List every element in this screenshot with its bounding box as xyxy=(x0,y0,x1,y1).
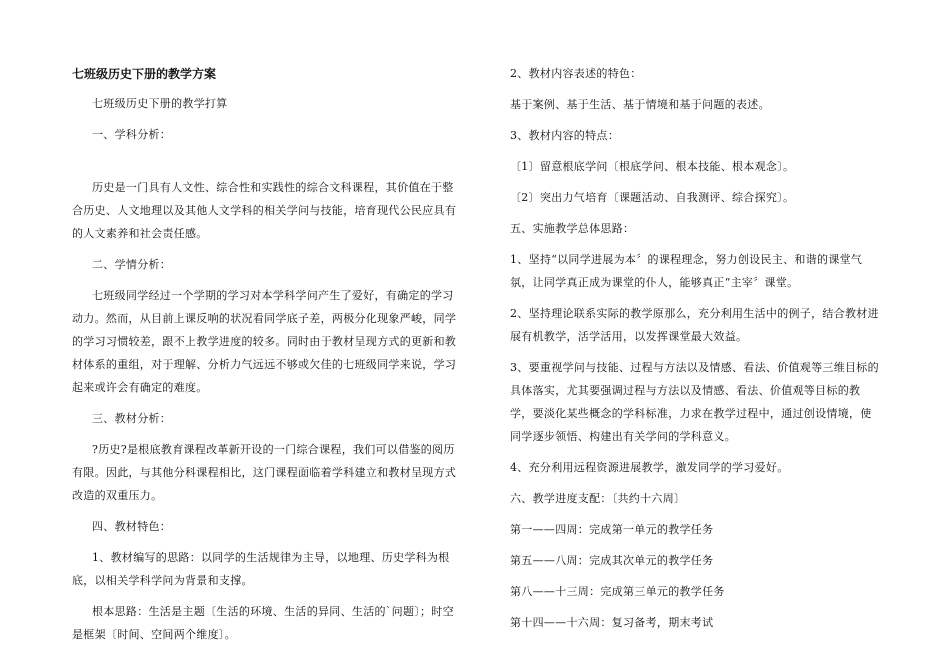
heading-subject-analysis: 一、学科分析： xyxy=(92,128,172,141)
schedule-item-4: 第十四——十六周：复习备考，期末考试 xyxy=(510,616,714,629)
heading-textbook-features: 四、教材特色： xyxy=(92,520,172,533)
paragraph-basic-approach: 根本思路：生活是主题〔生活的环境、生活的异同、生活的`问题〕；时空是框架〔时间、空间两个维度〕。 xyxy=(72,605,454,641)
heading-student-analysis: 二、学情分析： xyxy=(92,258,172,271)
subtitle: 七班级历史下册的教学打算 xyxy=(92,97,228,110)
heading-schedule: 六、教学进度支配：〔共约十六周〕 xyxy=(510,492,686,505)
heading-textbook-analysis: 三、教材分析： xyxy=(92,412,172,425)
approach-item-1: 1、坚持“以同学进展为本〞的课程理念，努力创设民主、和谐的课堂气氛，让同学真正成为课堂的仆人，能够真正“主宰〞课堂。 xyxy=(510,253,863,289)
content-features-text: 基于案例、基于生活、基于情境和基于问题的表述。 xyxy=(510,98,770,111)
approach-item-3: 3、要重视学问与技能、过程与方法以及情感、看法、价值观等三维目标的具体落实，尤其要强调过程与方法以及情感、看法、价值观等目标的教学，要淡化某些概念的学科标准，力求在教学过程中，通过创设情境，使同学逐步领悟、构建出有关学问的学科意义。 xyxy=(510,361,879,443)
paragraph-students: 七班级同学经过一个学期的学习对本学科学问产生了爱好，有确定的学习动力。然而，从目前上课反响的状况看同学底子差，两极分化现象严峻，同学的学习习惯较差，跟不上教学进度的较多。同时由于教材呈现方式的更新和教材体系的重组，对于理解、分析力气远远不够或欠佳的七班级同学来说，学习起来或许会有确定的难度。 xyxy=(72,289,457,394)
approach-item-4: 4、充分利用远程资源进展教学，激发同学的学习爱好。 xyxy=(510,461,789,474)
trait-basic-knowledge: 〔1〕留意根底学问〔根底学问、根本技能、根本观念〕。 xyxy=(510,160,795,173)
approach-item-2: 2、坚持理论联系实际的教学原那么，充分利用生活中的例子，结合教材进展有机教学，活学活用，以发挥课堂最大效益。 xyxy=(510,307,879,343)
paragraph-textbook: ?历史?是根底教育课程改革新开设的一门综合课程，我们可以借鉴的阅历有限。因此，与其他分科课程相比，这门课程面临着学科建立和教材呈现方式改造的双重压力。 xyxy=(72,443,457,502)
heading-teaching-approach: 五、实施教学总体思路： xyxy=(510,222,635,235)
trait-ability: 〔2〕突出力气培育〔课题活动、自我测评、综合探究〕。 xyxy=(510,191,795,204)
item-content-traits: 3、教材内容的特点： xyxy=(510,129,619,142)
document-title: 七班级历史下册的教学方案 xyxy=(72,67,217,81)
schedule-item-3: 第八——十三周：完成第三单元的教学任务 xyxy=(510,585,725,598)
schedule-item-2: 第五——八周：完成其次单元的教学任务 xyxy=(510,554,714,567)
blank-line xyxy=(72,154,462,176)
schedule-item-1: 第一——四周：完成第一单元的教学任务 xyxy=(510,523,714,536)
paragraph-subject: 历史是一门具有人文性、综合性和实践性的综合文科课程，其价值在于整合历史、人文地理以及其他人文学科的相关学问与技能，培育现代公民应具有的人文素养和社会责任感。 xyxy=(72,181,457,240)
paragraph-writing-approach: 1、教材编写的思路：以同学的生活规律为主导，以地理、历史学科为根底，以相关学科学问为背景和支撑。 xyxy=(72,551,450,587)
left-column xyxy=(72,62,462,654)
item-content-features: 2、教材内容表述的特色： xyxy=(510,67,642,80)
right-column xyxy=(510,62,882,642)
